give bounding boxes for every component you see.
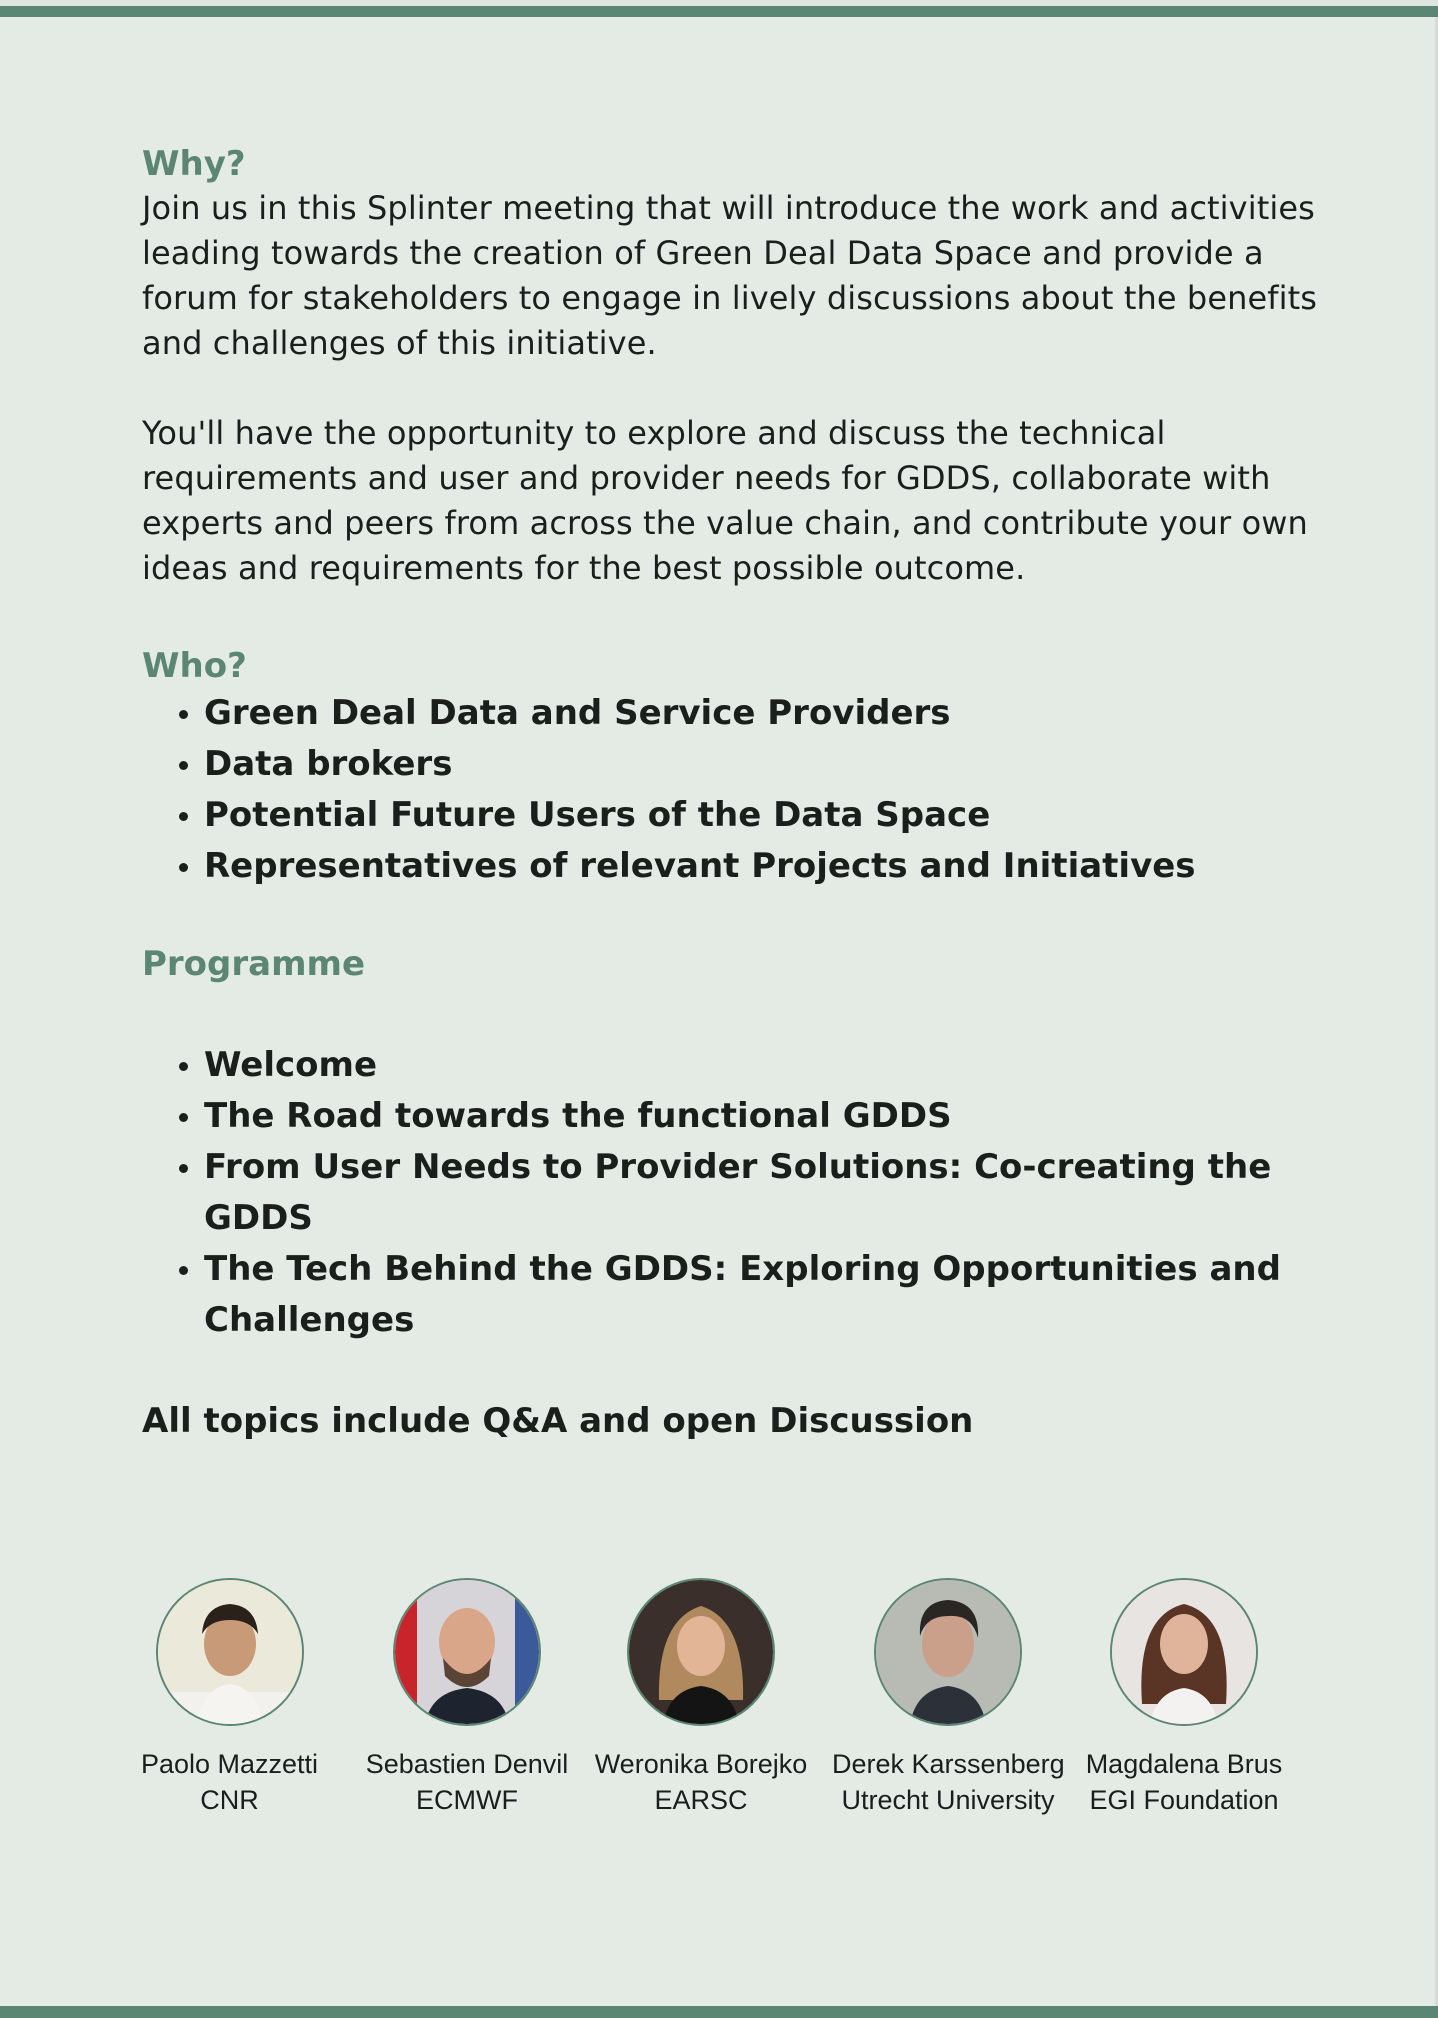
list-item: • Representatives of relevant Projects and Initiatives bbox=[204, 841, 1322, 892]
speaker-name: Derek Karssenberg bbox=[832, 1749, 1065, 1779]
who-heading: Who? bbox=[142, 646, 247, 686]
why-paragraph-1: Join us in this Splinter meeting that will introduce the work and activities leading towards the creation of Green Deal Data Space and provide a forum for stakeholders to engage in lively discussions about the benefits and challenges of this initiative. bbox=[142, 189, 1318, 362]
speaker-org: EARSC bbox=[654, 1785, 748, 1815]
speaker-name: Sebastien Denvil bbox=[365, 1749, 569, 1779]
closing-note: All topics include Q&A and open Discussion bbox=[142, 1401, 974, 1441]
speaker-name: Magdalena Brus bbox=[1085, 1749, 1283, 1779]
main-content bbox=[142, 142, 1322, 1446]
bottom-accent-bar bbox=[0, 2006, 1438, 2018]
speaker-org: CNR bbox=[200, 1785, 259, 1815]
speaker-photo bbox=[627, 1578, 775, 1726]
why-paragraph-2: You'll have the opportunity to explore and discuss the technical requirements and user and provider needs for GDDS, collaborate with experts and peers from across the value chain, and contribute your own ideas and requirements for the best possible outcome. bbox=[142, 414, 1308, 587]
speaker-photo bbox=[156, 1578, 304, 1726]
speaker-card bbox=[1082, 1578, 1286, 1818]
speaker-card bbox=[362, 1578, 572, 1818]
speaker-photo bbox=[1110, 1578, 1258, 1726]
top-accent-bar bbox=[0, 6, 1438, 17]
speaker-name: Paolo Mazzetti bbox=[140, 1749, 319, 1779]
list-item: • Data brokers bbox=[204, 739, 1322, 790]
programme-heading: Programme bbox=[142, 944, 366, 984]
speaker-org: ECMWF bbox=[416, 1785, 518, 1815]
who-list bbox=[142, 688, 1322, 892]
speaker-name: Weronika Borejko bbox=[594, 1749, 808, 1779]
speaker-photo bbox=[874, 1578, 1022, 1726]
programme-list bbox=[142, 1040, 1322, 1346]
speaker-org: EGI Foundation bbox=[1089, 1785, 1279, 1815]
list-item: • Green Deal Data and Service Providers bbox=[204, 688, 1322, 739]
speaker-card bbox=[594, 1578, 808, 1818]
list-item: • From User Needs to Provider Solutions: Co-creating the GDDS bbox=[204, 1142, 1322, 1244]
speakers-row bbox=[132, 1578, 1312, 1818]
why-heading: Why? bbox=[142, 144, 246, 184]
speaker-org: Utrecht University bbox=[841, 1785, 1055, 1815]
speaker-card bbox=[132, 1578, 327, 1818]
speaker-photo bbox=[393, 1578, 541, 1726]
list-item: • The Tech Behind the GDDS: Exploring Opportunities and Challenges bbox=[204, 1244, 1322, 1346]
list-item: • Welcome bbox=[204, 1040, 1322, 1091]
list-item: • Potential Future Users of the Data Space bbox=[204, 790, 1322, 841]
speaker-card bbox=[832, 1578, 1064, 1818]
list-item: • The Road towards the functional GDDS bbox=[204, 1091, 1322, 1142]
